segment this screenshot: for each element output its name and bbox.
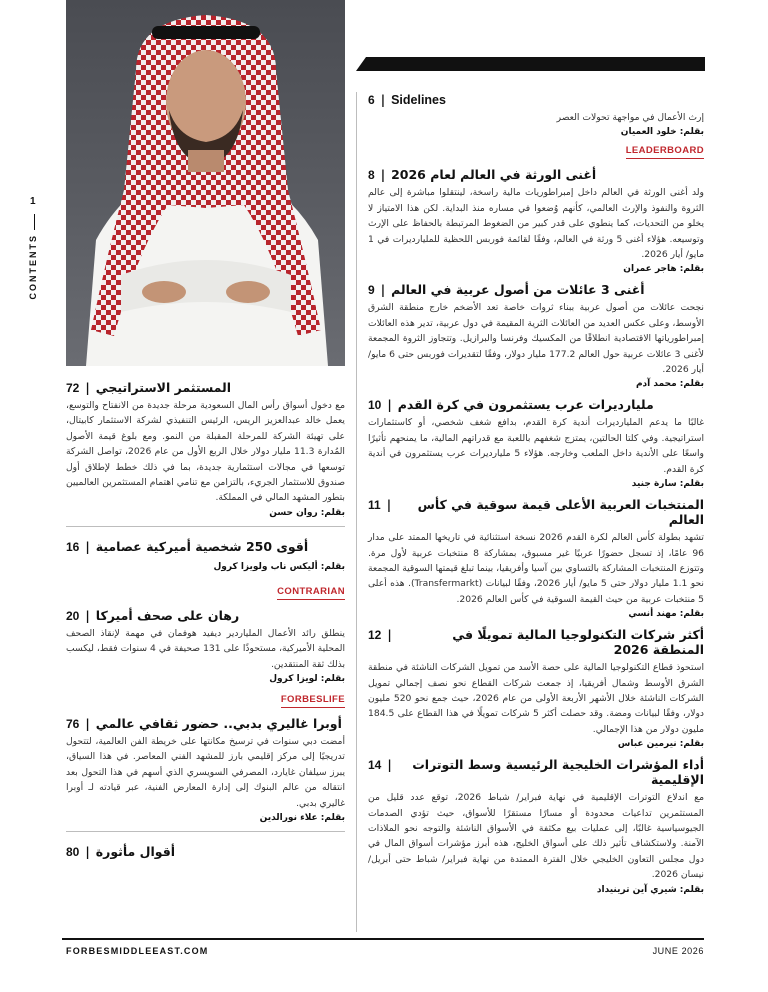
toc-entry[interactable] [66, 844, 345, 859]
toc-summary: ينطلق رائد الأعمال الملياردير ديفيد هوفمان في مهمة لإنقاذ الصحف المحلية الأميركية، مستحوذًا على 131 صحيفة في 4 سنوات فقط، ليكسب بذلك ثقة المنتقدين. [66, 627, 345, 670]
toc-entry[interactable] [368, 757, 704, 894]
toc-summary: أمضت دبي سنوات في ترسيخ مكانتها على خريطة الفن العالمية، لتتحول تدريجيًا إلى مركز إقليمي بارز للمشهد الفني المعاصر. في هذا السياق، يبرز سيلفان غايارد، المصرفي السويسري الذي أسهم في هذا التحول بعد انتقاله من عالم البنوك إلى إدارة المعارض الفنية، عبر قيادته لـ أوبرا غاليري بدبي. [66, 736, 345, 809]
section-heading-contrarian: CONTRARIAN [66, 586, 345, 600]
toc-summary: مع دخول أسواق رأس المال السعودية مرحلة جديدة من الانفتاح والتوسع، يعمل خالد عبدالعزيز الريس، الرئيس التنفيذي لشركة الاستثمار كابيتال، على تهيئة الشركة للمرحلة المقبلة من النمو. ومع بلوغ قيمة الأصول المُدارة 11.3 مليار دولار خلال الربع الأول من عام 2026، تواصل الشركة توسعها في مجالات استثمارية جديدة، بما في ذلك خطط لإطلاق أول صندوق للاستثمار الجريء، بالتزامن مع تنامي اهتمام المستثمرين العالميين بتطور المشهد المالي في المملكة. [66, 400, 345, 504]
toc-title: أكثر شركات التكنولوجيا المالية تمويلًا في المنطقة 2026 [452, 627, 704, 658]
toc-entry[interactable] [368, 93, 704, 137]
toc-page-number: 12 [368, 628, 382, 643]
footer-rule [62, 938, 704, 940]
footer-issue-date: JUNE 2026 [652, 946, 704, 956]
toc-entry[interactable] [368, 627, 704, 749]
toc-separator: | [85, 539, 90, 554]
toc-title: Sidelines [391, 93, 446, 107]
portrait-illustration [66, 0, 345, 366]
toc-title: المنتخبات العربية الأعلى قيمة سوقية في كأس العالم [417, 497, 704, 528]
toc-author: بقلم: محمد آدم [635, 379, 704, 390]
toc-title: أغنى 3 عائلات من أصول عربية في العالم [391, 282, 645, 298]
section-heading-leaderboard: LEADERBOARD [368, 145, 704, 159]
toc-title: أقوال مأثورة [95, 844, 176, 860]
toc-page-number: 11 [368, 498, 381, 513]
toc-page-number: 76 [66, 717, 80, 732]
left-column [66, 380, 345, 867]
toc-entry[interactable] [66, 380, 345, 518]
toc-author: بقلم: سارة جنيد [631, 479, 704, 490]
cover-portrait-photo [66, 0, 345, 366]
toc-page-number: 20 [66, 608, 80, 623]
toc-title: أوبرا غاليري بدبي.. حضور ثقافي عالمي [95, 716, 342, 732]
toc-separator: | [85, 608, 90, 623]
section-heading-forbeslife: FORBESLIFE [66, 694, 345, 708]
sidebar-divider [34, 214, 35, 230]
toc-title: رهان على صحف أميركا [95, 607, 240, 623]
toc-author: بقلم: خلود العميان [620, 127, 704, 138]
toc-separator: | [387, 758, 392, 773]
entry-divider [66, 831, 345, 832]
header-black-bar [356, 57, 705, 71]
toc-page-number: 8 [368, 168, 375, 183]
toc-page-number: 16 [66, 539, 80, 554]
toc-entry[interactable] [66, 608, 345, 684]
toc-summary: نجحت عائلات من أصول عربية ببناء ثروات خاصة تعد الأضخم خارج منطقة الشرق الأوسط، وعلى عكس العديد من العائلات الثرية المقيمة في دول عربية، تدير هذه العائلات إمبراطورياتها الاقتصادية انطلاقًا من المكسيك وفرنسا والبرازيل. وتتجاوز الثروة المجمعة لأغنى 3 عائلات عربية حول العالم 177.2 مليار دولار، وفقًا لتقديرات فوربس حتى 6 مايو/ أيار 2026. [368, 302, 704, 376]
toc-author: بقلم: روان حسن [269, 507, 345, 518]
toc-separator: | [387, 628, 392, 643]
toc-summary: تشهد بطولة كأس العالم لكرة القدم 2026 نسخة استثنائية في تاريخها الممتد على مدار 96 عامًا، إذ تسجل حضورًا عربيًا غير مسبوق، بمشاركة 8 منتخبات عربية لأول مرة. وتتوزع المنتخبات المشاركة بالتساوي بين آسيا وأفريقيا، بينما تبلغ قيمتها السوقية المجمعة نحو 1.1 مليار دولار حتى 5 مايو/ أيار 2026، وفقًا لبيانات (Transfermarkt). هذه أعلى 5 منتخبات عربية من حيث القيمة السوقية في كأس العالم 2026. [368, 532, 705, 605]
toc-author: بقلم: علاء نورالدين [259, 813, 345, 824]
toc-entry[interactable] [66, 539, 345, 572]
toc-summary: ولد أغنى الورثة في العالم داخل إمبراطوريات مالية راسخة، لينتقلوا مباشرة إلى عالم الثروة والنفوذ والإرث العالمي، كأنهم وُضعوا في مساره منذ البداية. لكن هذا الامتياز لا يخلو من التحديات، كما ينطوي على قدر كبير من الضغوط المرتبطة بالحفاظ على الإرث وتوسيعه. هؤلاء أغنى 5 ورثة في العالم، وفقًا لقائمة فوربس اللحظية للمليارديرات في 1 مايو/ أيار 2026. [368, 187, 704, 261]
toc-entry[interactable] [368, 497, 704, 619]
toc-separator: | [380, 93, 386, 107]
toc-page-number: 72 [66, 381, 80, 395]
toc-summary: غالبًا ما يدعم المليارديرات أندية كرة القدم، بدافع شغف شخصي، أو كاستثمارات استراتيجية. وفي كلتا الحالتين، يمتزج شغفهم باللعبة مع قدراتهم المالية، ما يمنحهم تأثيرًا واسعًا على الأندية داخل الملعب وخارجه. هؤلاء 5 مليارديرات عرب يستثمرون في أندية كرة القدم. [368, 417, 704, 475]
toc-separator: | [85, 845, 90, 860]
toc-title: مليارديرات عرب يستثمرون في كرة القدم [397, 397, 654, 413]
toc-author: بقلم: مهند أنسي [628, 609, 704, 620]
toc-author: بقلم: شيري آين ترينيداد [596, 884, 704, 895]
toc-separator: | [387, 398, 392, 413]
toc-summary: مع اندلاع التوترات الإقليمية في نهاية فبراير/ شباط 2026، توقع عدد قليل من المستثمرين تداعيات محدودة أو مسارًا مستقرًا للأسواق، حيث تؤدي الصدمات الجيوسياسية غالبًا، إلى عمليات بيع مكثفة في الأسواق الناشئة والتوجه نحو الملاذات الآمنة. ولاستكشاف تأثير ذلك على أسواق الخليج، هذه أبرز مؤشرات أسواق المال في دول مجلس التعاون الخليجي خلال الفترة الممتدة من نهاية فبراير/ شباط حتى أبريل/ نيسان 2026. [368, 792, 704, 881]
toc-page-number: 9 [368, 283, 375, 298]
toc-separator: | [386, 498, 392, 513]
toc-entry[interactable] [368, 397, 704, 489]
toc-summary: استحوذ قطاع التكنولوجيا المالية على حصة الأسد من تمويل الشركات الناشئة في منطقة الشرق الأوسط وشمال أفريقيا، إذ جمعت شركات القطاع نحو نصف إجمالي تمويل الشركات الناشئة خلال الأشهر الأربعة الأولى من عام 2026، حيث جمع نحو 520 مليون دولار، وفقًا لبيانات ومضة. وقد حصلت أكثر 5 شركات تمويلًا في هذا القطاع على 184.5 مليون دولار من هذا الإجمالي. [368, 662, 704, 735]
entry-divider [66, 526, 345, 527]
toc-page-number: 80 [66, 845, 80, 860]
toc-author: بقلم: هاجر عمران [623, 264, 704, 275]
toc-page-number: 14 [368, 758, 382, 773]
toc-page-number: 6 [368, 93, 375, 107]
toc-separator: | [85, 717, 90, 732]
contents-sidebar [20, 196, 50, 316]
toc-entry[interactable] [66, 716, 345, 823]
toc-entry[interactable] [368, 167, 704, 274]
toc-title: المستثمر الاستراتيجي [95, 380, 232, 395]
right-column [368, 93, 704, 903]
toc-separator: | [380, 168, 386, 183]
column-divider [356, 92, 357, 932]
toc-author: بقلم: لويزا كرول [269, 674, 345, 685]
toc-separator: | [380, 283, 386, 298]
toc-separator: | [85, 381, 90, 395]
toc-summary: إرث الأعمال في مواجهة تحولات العصر [556, 112, 704, 123]
footer-website[interactable]: FORBESMIDDLEEAST.COM [66, 946, 209, 956]
page-number: 1 [30, 196, 36, 207]
toc-author: بقلم: أليكس ناب ولويزا كرول [213, 561, 345, 572]
contents-label: CONTENTS [28, 234, 38, 300]
toc-author: بقلم: نيرمين عباس [617, 739, 704, 750]
toc-entry[interactable] [368, 282, 704, 389]
toc-title: أغنى الورثة في العالم لعام 2026 [391, 167, 597, 183]
toc-page-number: 10 [368, 398, 382, 413]
toc-title: أقوى 250 شخصية أميركية عصامية [95, 538, 309, 554]
toc-title: أداء المؤشرات الخليجية الرئيسية وسط التوترات الإقليمية [412, 757, 704, 788]
